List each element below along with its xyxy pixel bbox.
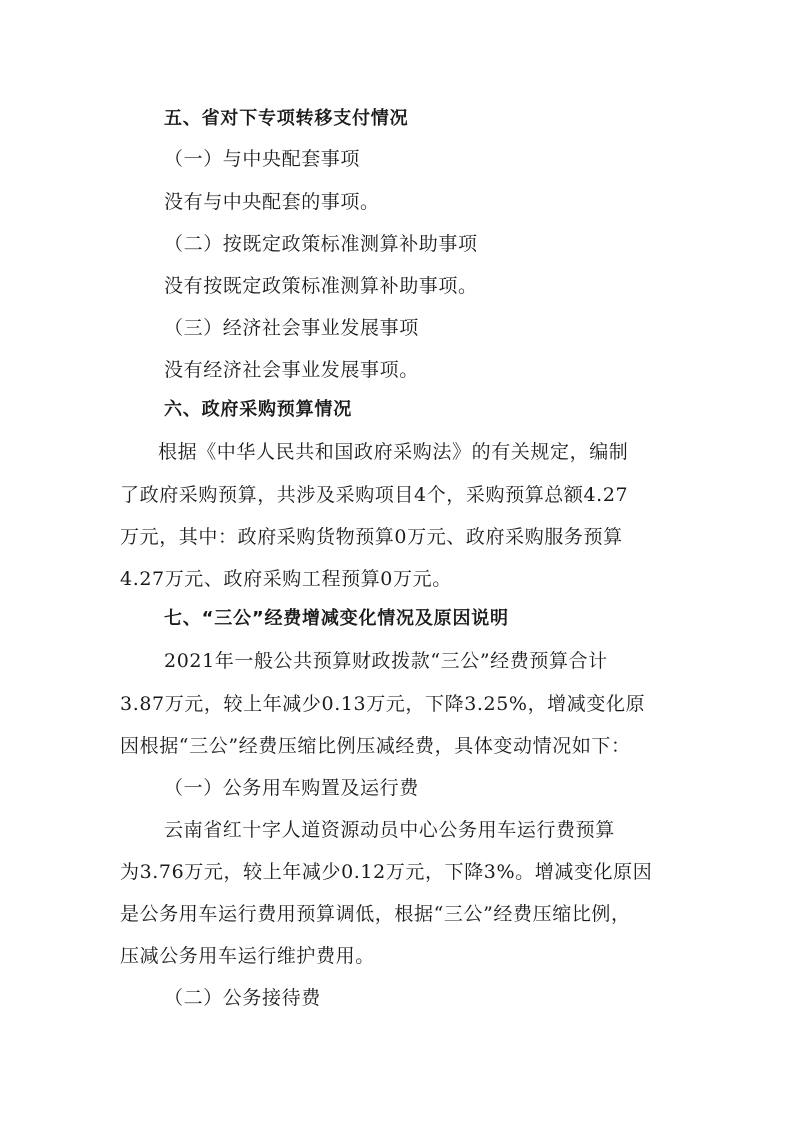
section-heading-6: 六、政府采购预算情况 xyxy=(164,399,352,420)
paragraph-line: 3.87万元，较上年减少0.13万元，下降3.25%，增减变化原 xyxy=(120,693,646,715)
paragraph-line: 没有按既定政策标准测算补助事项。 xyxy=(164,275,478,297)
paragraph-line: 根据《中华人民共和国政府采购法》的有关规定，编制 xyxy=(158,441,629,463)
paragraph-line: 云南省红十字人道资源动员中心公务用车运行费预算 xyxy=(164,819,615,841)
section-heading-5: 五、省对下专项转移支付情况 xyxy=(164,108,409,129)
paragraph-line: 为3.76万元，较上年减少0.12万元，下降3%。增减变化原因 xyxy=(120,861,653,883)
paragraph-line: 因根据“三公”经费压缩比例压减经费，具体变动情况如下： xyxy=(120,735,631,757)
subsection-title-5-2: （二）按既定政策标准测算补助事项 xyxy=(164,233,478,255)
paragraph-line: 是公务用车运行费用预算调低，根据“三公”经费压缩比例， xyxy=(120,903,631,925)
subsection-title-7-2: （二）公务接待费 xyxy=(164,987,321,1009)
paragraph-line: 4.27万元、政府采购工程预算0万元。 xyxy=(120,568,452,590)
section-heading-7: 七、“三公”经费增减变化情况及原因说明 xyxy=(164,608,509,629)
subsection-title-7-1: （一）公务用车购置及运行费 xyxy=(164,777,419,799)
paragraph-line: 2021年一般公共预算财政拨款“三公”经费预算合计 xyxy=(164,650,608,672)
paragraph-line: 压减公务用车运行维护费用。 xyxy=(120,945,375,967)
paragraph-line: 没有经济社会事业发展事项。 xyxy=(164,359,419,381)
paragraph-line: 没有与中央配套的事项。 xyxy=(164,191,380,213)
paragraph-line: 了政府采购预算，共涉及采购项目4个，采购预算总额4.27 xyxy=(120,484,629,506)
subsection-title-5-1: （一）与中央配套事项 xyxy=(164,148,361,170)
subsection-title-5-3: （三）经济社会事业发展事项 xyxy=(164,317,419,339)
paragraph-line: 万元，其中：政府采购货物预算0万元、政府采购服务预算 xyxy=(120,526,623,548)
